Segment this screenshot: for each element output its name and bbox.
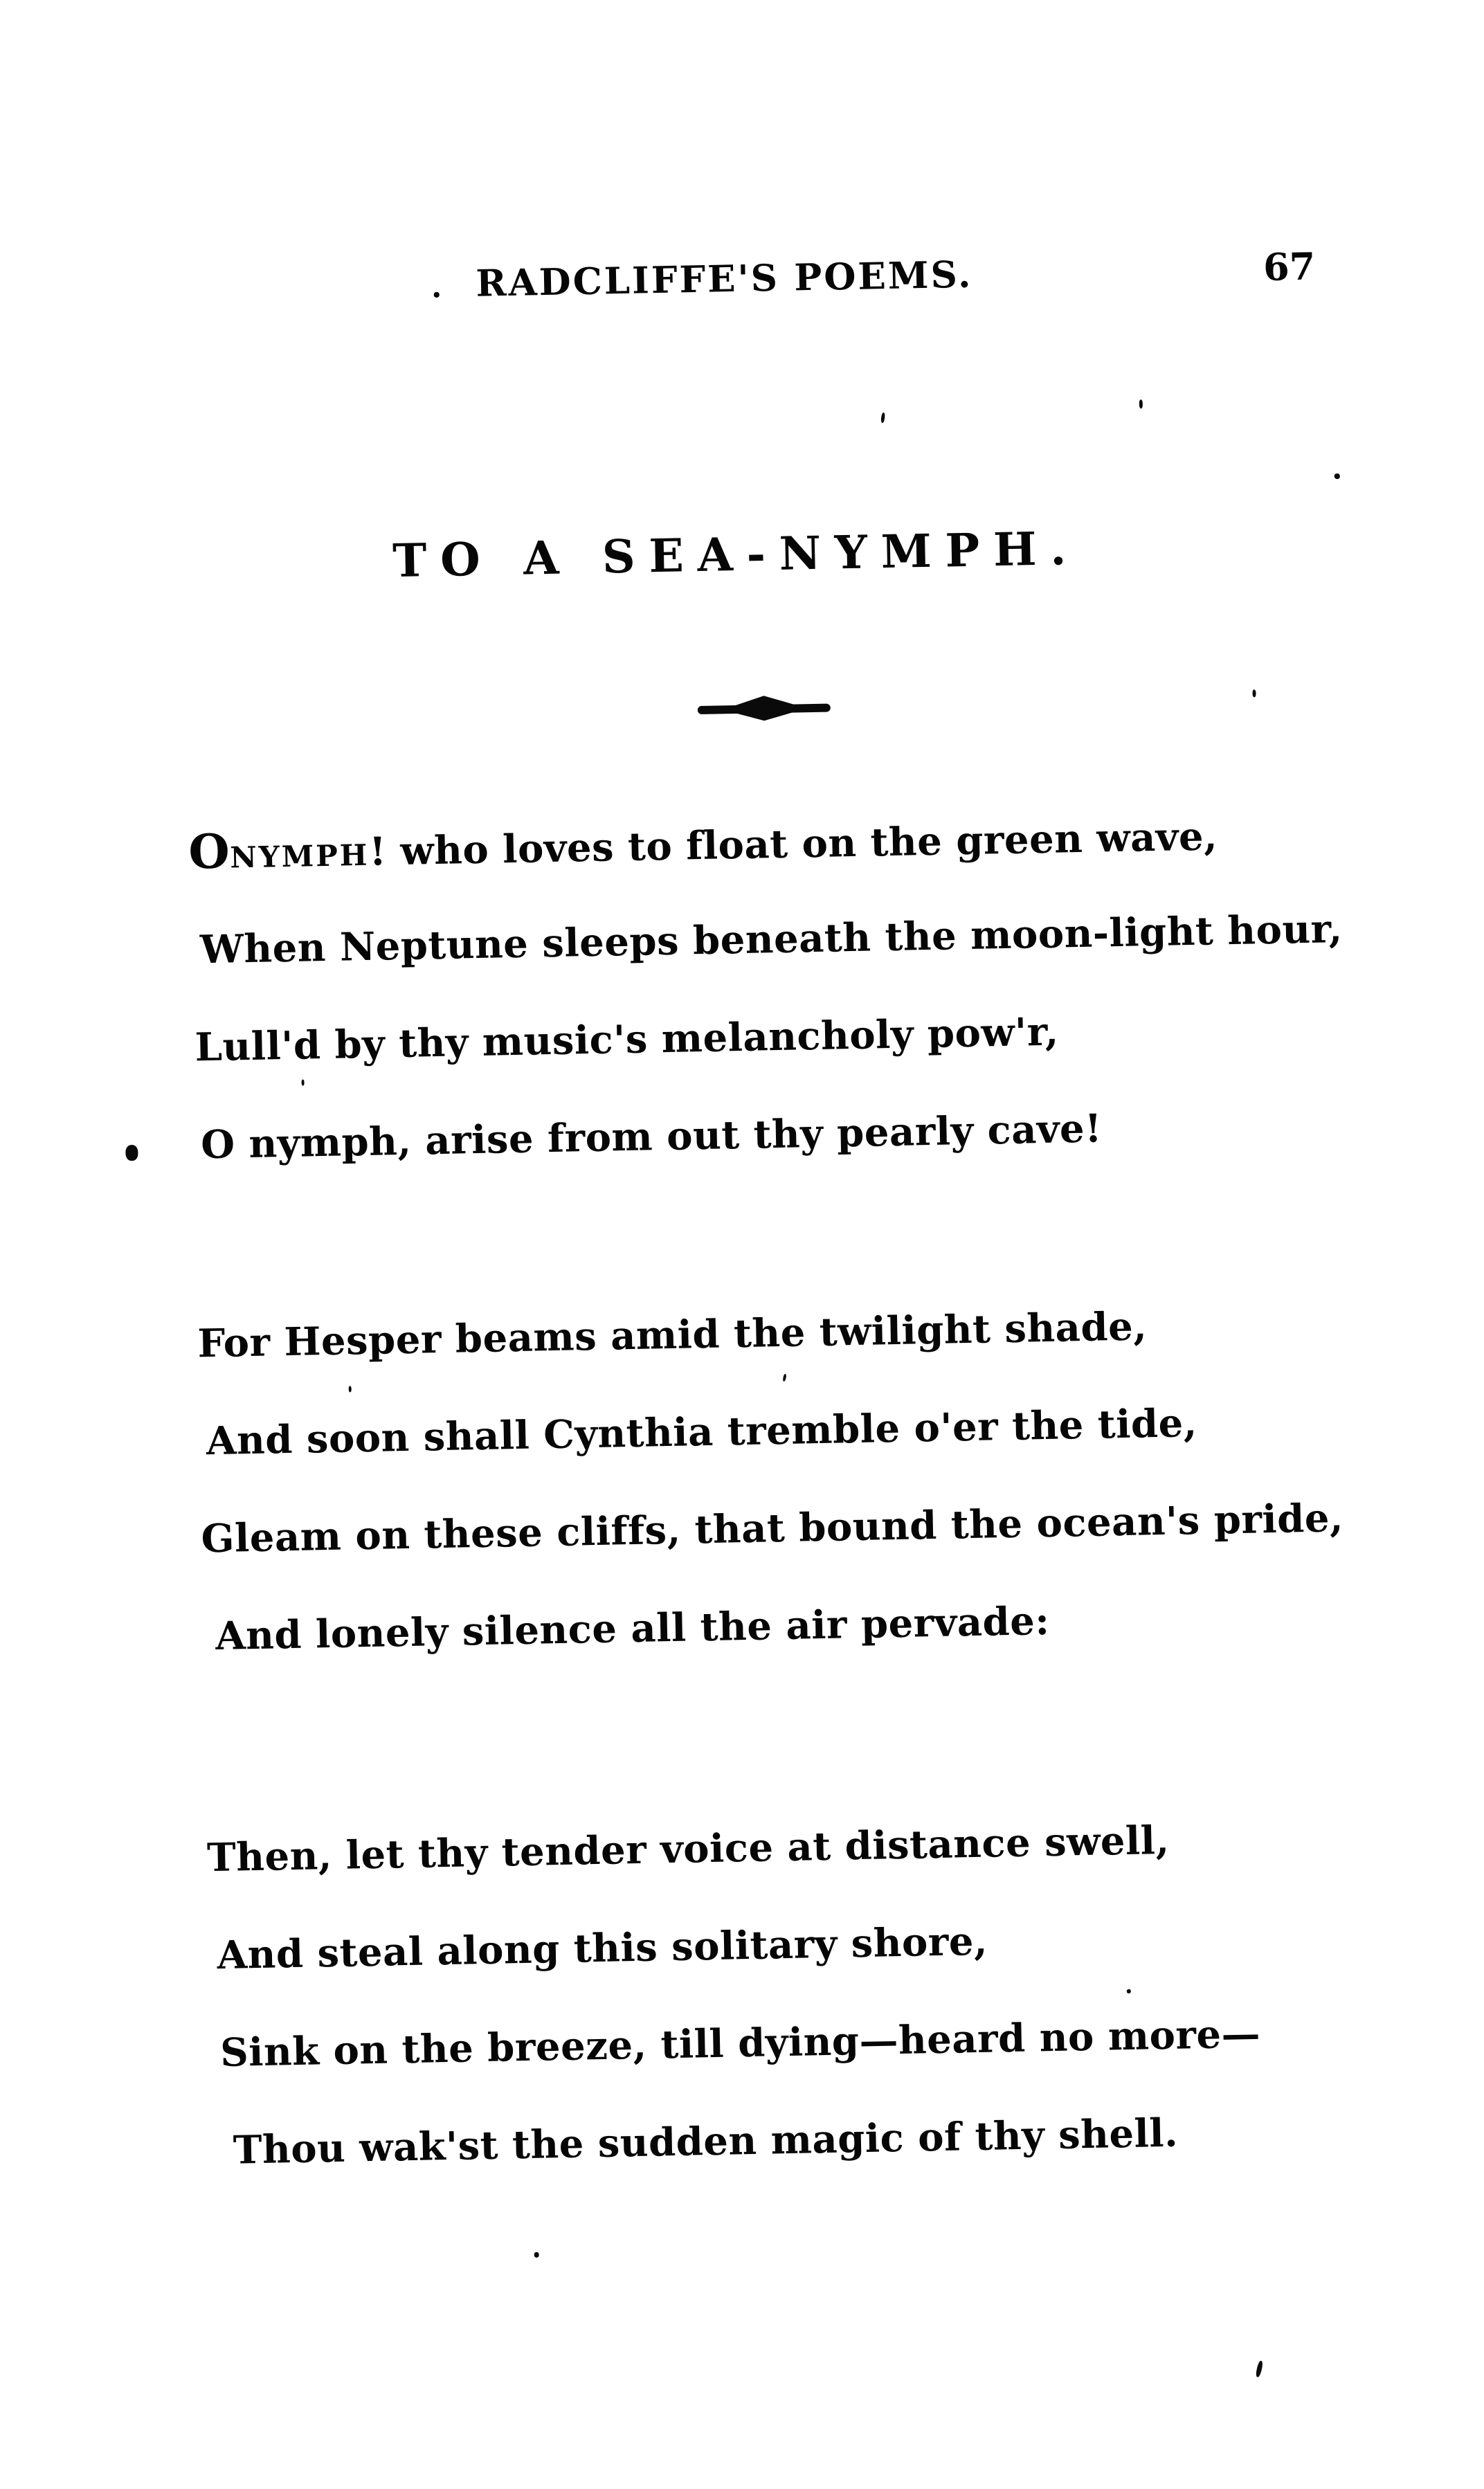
ink-speck [302, 1080, 305, 1086]
poem-line: For Hesper beams amid the twilight shade, [197, 1303, 1148, 1367]
stanza-3 [206, 1791, 1263, 2200]
ink-speck [125, 1145, 138, 1161]
ink-speck [534, 2252, 539, 2258]
stanza-1 [188, 783, 1347, 1194]
poem-line: Sink on the breeze, till dying—heard no more— [219, 2011, 1261, 2076]
initial-capital: O [188, 824, 230, 880]
ink-speck [880, 413, 885, 423]
ink-speck [1334, 473, 1340, 479]
poem-line: And lonely silence all the air pervade: [215, 1598, 1051, 1660]
running-title: RADCLIFFE'S POEMS. [475, 253, 973, 305]
poem-line: Thou wak'st the sudden magic of thy shell. [233, 2110, 1179, 2173]
line-text: ! who loves to float on the green wave, [368, 813, 1218, 875]
poem-line: O nymph, arise from out thy pearly cave! [200, 1105, 1103, 1168]
small-caps-word: NYMPH [229, 838, 370, 875]
diamond-rule-icon [696, 693, 832, 723]
stanza-2 [197, 1274, 1346, 1685]
poem-title: TO A SEA-NYMPH. [392, 521, 1080, 588]
ink-speck [1127, 1989, 1131, 1993]
running-header [0, 244, 1467, 314]
ink-speck [434, 292, 440, 298]
poem-line: And steal along this solitary shore, [217, 1918, 988, 1979]
ink-speck [1252, 689, 1256, 697]
ink-speck [1139, 399, 1143, 408]
poem-line: Gleam on these cliffs, that bound the ocean's pride, [201, 1495, 1344, 1562]
poem-line: And soon shall Cynthia tremble o'er the tide, [206, 1400, 1198, 1465]
page-number: 67 [1263, 244, 1316, 289]
ink-speck [349, 1386, 352, 1392]
poem-line: When Neptune sleeps beneath the moon-light hour, [199, 906, 1343, 973]
ink-speck [1255, 2360, 1263, 2378]
poem-line: Lull'd by thy music's melancholy pow'r, [194, 1008, 1060, 1071]
poem-line: Then, let thy tender voice at distance swell, [206, 1817, 1170, 1881]
